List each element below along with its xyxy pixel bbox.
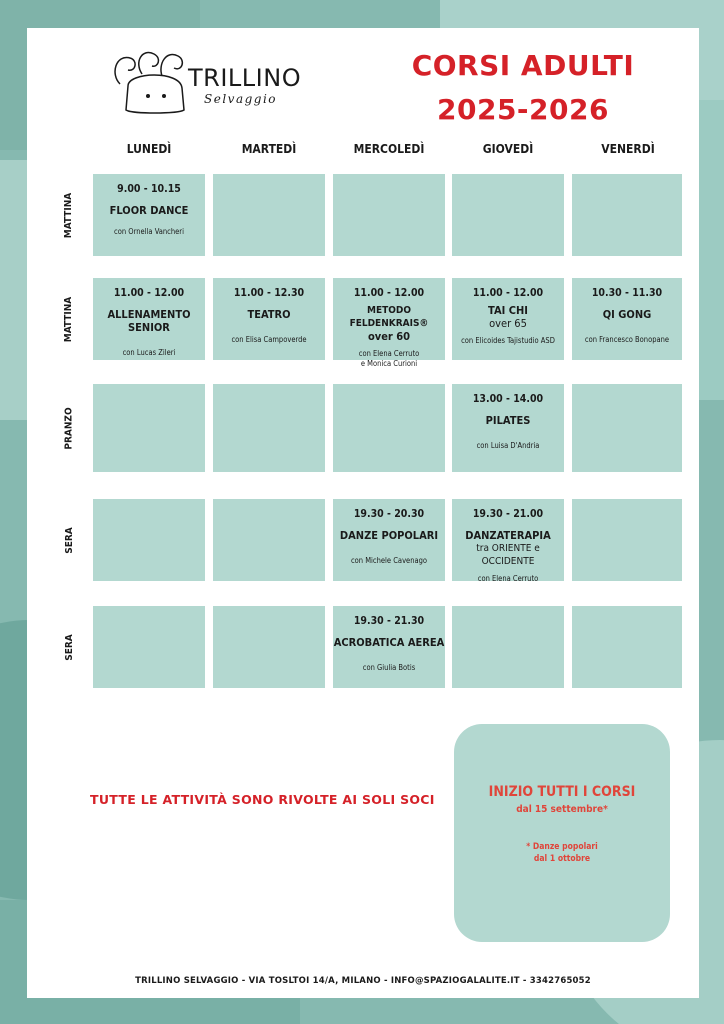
day-header-tuesday: MARTEDÌ (241, 142, 297, 156)
empty-cell (452, 174, 564, 256)
start-note: * Danze popolari dal 1 ottobre (526, 842, 598, 864)
course-cell: 19.30 - 20.30 DANZE POPOLARI con Michele Cavenago (333, 499, 445, 581)
empty-cell (213, 499, 325, 581)
empty-cell (572, 499, 682, 581)
empty-cell (93, 606, 205, 688)
day-header-wednesday: MERCOLEDÌ (353, 142, 425, 156)
start-date: dal 15 settembre* (516, 804, 608, 815)
row-label: PRANZO (63, 406, 75, 450)
logo-title: TRILLINO (188, 64, 302, 92)
empty-cell (572, 606, 682, 688)
row-label: MATTINA (63, 296, 75, 342)
empty-cell (333, 174, 445, 256)
empty-cell (213, 384, 325, 472)
empty-cell (213, 606, 325, 688)
members-only-notice: TUTTE LE ATTIVITÀ SONO RIVOLTE AI SOLI SOCI (90, 792, 435, 807)
empty-cell (93, 384, 205, 472)
row-label: MATTINA (63, 192, 75, 238)
empty-cell (452, 606, 564, 688)
empty-cell (572, 174, 682, 256)
course-cell: 19.30 - 21.00 DANZATERAPIA tra ORIENTE e OCCIDENTE con Elena Cerruto (452, 499, 564, 581)
empty-cell (213, 174, 325, 256)
row-label: SERA (63, 526, 75, 554)
course-cell: 9.00 - 10.15 FLOOR DANCE con Ornella Vancheri (93, 174, 205, 256)
course-cell: 11.00 - 12.00 TAI CHI over 65 con Elicoides Tajistudio ASD (452, 278, 564, 360)
course-cell: 11.00 - 12.30 TEATRO con Elisa Campoverde (213, 278, 325, 360)
start-heading: INIZIO TUTTI I CORSI (488, 784, 636, 800)
row-label: SERA (63, 633, 75, 661)
empty-cell (333, 384, 445, 472)
course-start-box (454, 724, 670, 942)
empty-cell (93, 499, 205, 581)
footer-contact: TRILLINO SELVAGGIO - VIA TOSLTOI 14/A, MILANO - INFO@SPAZIOGALALITE.IT - 3342765052 (135, 976, 591, 986)
course-cell: 19.30 - 21.30 ACROBATICA AEREA con Giulia Botis (333, 606, 445, 688)
logo-subtitle: Selvaggio (204, 92, 278, 106)
title-line1: CORSI ADULTI (411, 49, 635, 82)
title-line2: 2025-2026 (437, 93, 609, 126)
ghost-mascot-icon (108, 44, 198, 118)
course-cell: 11.00 - 12.00 METODO FELDENKRAIS® over 60 con Elena Cerruto e Monica Curioni (333, 278, 445, 360)
day-header-monday: LUNEDÌ (126, 142, 172, 156)
empty-cell (572, 384, 682, 472)
logo (108, 44, 308, 118)
page-title (398, 44, 648, 132)
day-header-thursday: GIOVEDÌ (482, 142, 534, 156)
course-cell: 13.00 - 14.00 PILATES con Luisa D'Andria (452, 384, 564, 472)
course-cell: 11.00 - 12.00 ALLENAMENTO SENIOR con Lucas Zileri (93, 278, 205, 360)
day-header-friday: VENERDÌ (601, 142, 655, 156)
course-cell: 10.30 - 11.30 QI GONG con Francesco Bonopane (572, 278, 682, 360)
